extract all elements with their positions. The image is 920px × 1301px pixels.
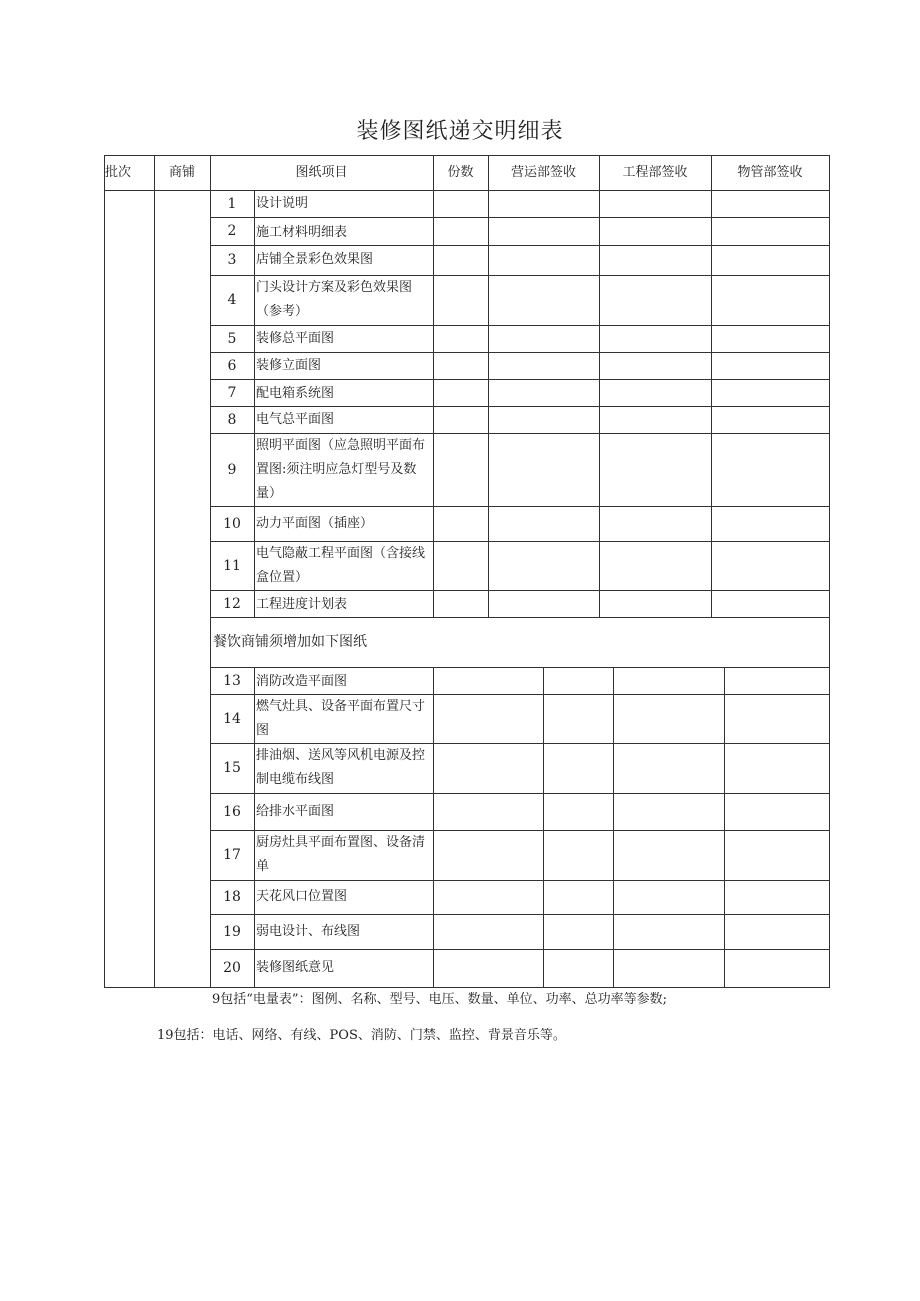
row-item-name	[254, 406, 433, 433]
row-number-text: 3	[227, 252, 237, 268]
row-item-name	[254, 949, 433, 987]
row-item-name-text: 配电箱系统图	[256, 386, 335, 401]
header-copies-text: 份数	[447, 164, 474, 180]
table-rule	[543, 667, 544, 987]
row-number-text: 17	[223, 847, 241, 863]
header-shop-text: 商铺	[168, 164, 195, 180]
row-item-name-text: 店铺全景彩色效果图	[256, 252, 374, 267]
row-number	[210, 190, 254, 217]
table-rule	[104, 155, 105, 987]
row-item-name	[254, 541, 433, 590]
row-item-name	[254, 506, 433, 541]
row-number-text: 1	[227, 195, 237, 212]
row-number-text: 10	[223, 515, 241, 532]
row-number	[210, 667, 254, 694]
row-number	[210, 352, 254, 379]
row-item-name-text: 厨房灶具平面布置图、设备清单	[256, 835, 426, 874]
row-number-text: 18	[223, 889, 241, 905]
page-title: 装修图纸递交明细表	[356, 119, 564, 144]
row-item-name	[254, 217, 433, 245]
row-number	[210, 694, 254, 743]
row-number-text: 7	[227, 384, 237, 401]
row-number-text: 8	[227, 411, 237, 428]
header-copies	[433, 155, 488, 190]
header-ops-sign	[488, 155, 599, 190]
row-number-text: 13	[223, 672, 241, 689]
row-number	[210, 793, 254, 830]
row-item-name	[254, 914, 433, 949]
table-rule	[599, 190, 600, 617]
row-item-name-text: 装修立面图	[256, 357, 322, 373]
drawing-submission-table	[104, 155, 829, 987]
header-batch	[104, 155, 155, 190]
header-eng-sign	[599, 155, 711, 190]
row-number-text: 16	[223, 803, 241, 820]
row-number	[210, 217, 254, 245]
row-number	[210, 406, 254, 433]
section-label	[210, 617, 832, 667]
row-item-name-text: 装修图纸意见	[256, 960, 335, 975]
row-item-name-text: 施工材料明细表	[256, 225, 348, 240]
row-number	[210, 325, 254, 352]
row-number-text: 5	[227, 330, 237, 347]
row-number-text: 11	[223, 557, 241, 574]
row-item-name-text: 给排水平面图	[256, 803, 335, 819]
row-item-name	[254, 190, 433, 217]
row-item-name-text: 动力平面图（插座）	[256, 515, 374, 531]
header-item-text: 图纸项目	[295, 164, 348, 180]
row-item-name	[254, 245, 433, 275]
row-number	[210, 743, 254, 793]
row-item-name-text: 排油烟、送风等风机电源及控制电缆布线图	[256, 748, 426, 787]
row-item-name-text: 照明平面图（应急照明平面布置图:须注明应急灯型号及数量）	[256, 437, 426, 501]
row-number	[210, 830, 254, 880]
row-number	[210, 949, 254, 987]
row-number-text: 15	[223, 760, 241, 776]
header-shop	[154, 155, 210, 190]
row-number	[210, 541, 254, 590]
section-label-text: 餐饮商铺须增加如下图纸	[213, 634, 367, 650]
footnote-19: 19包括：电话、网络、有线、POS、消防、门禁、监控、背景音乐等。	[157, 1028, 566, 1043]
row-item-name	[254, 325, 433, 352]
row-item-name	[254, 880, 433, 914]
row-number-text: 2	[227, 223, 237, 239]
table-rule	[433, 667, 434, 987]
row-number-text: 4	[227, 292, 237, 308]
row-item-name-text: 电气总平面图	[256, 411, 335, 427]
row-number	[210, 506, 254, 541]
table-rule	[433, 190, 434, 617]
row-item-name	[254, 667, 433, 694]
row-item-name	[254, 352, 433, 379]
row-item-name-text: 电气隐蔽工程平面图（含接线盒位置）	[256, 545, 426, 585]
header-prop-sign	[711, 155, 829, 190]
table-rule	[711, 190, 712, 617]
row-number-text: 6	[227, 357, 237, 374]
table-rule	[829, 155, 830, 988]
row-item-name	[254, 379, 433, 406]
table-rule	[488, 190, 489, 617]
header-batch-text: 批次	[105, 164, 132, 180]
row-number-text: 14	[223, 710, 241, 727]
row-number-text: 12	[223, 595, 241, 612]
row-item-name-text: 装修总平面图	[256, 330, 335, 346]
table-rule	[724, 667, 725, 987]
row-number	[210, 880, 254, 914]
table-rule	[154, 155, 155, 987]
footnote-9: 9包括“电量表”：图例、名称、型号、电压、数量、单位、功率、总功率等参数;	[212, 992, 667, 1007]
row-item-name	[254, 590, 433, 617]
row-number	[210, 245, 254, 275]
row-item-name	[254, 793, 433, 830]
header-item	[210, 155, 433, 190]
row-item-name	[254, 694, 433, 743]
table-rule	[613, 667, 614, 987]
row-item-name	[254, 433, 433, 506]
header-eng-sign-text: 工程部签收	[622, 164, 688, 180]
row-number	[210, 379, 254, 406]
row-number-text: 19	[223, 923, 241, 940]
row-item-name-text: 消防改造平面图	[256, 674, 348, 689]
row-number	[210, 275, 254, 325]
row-item-name-text: 弱电设计、布线图	[256, 923, 361, 939]
row-item-name	[254, 830, 433, 880]
row-item-name	[254, 275, 433, 325]
row-item-name-text: 燃气灶具、设备平面布置尺寸图	[256, 698, 426, 738]
row-number	[210, 590, 254, 617]
header-ops-sign-text: 营运部签收	[510, 164, 576, 180]
row-item-name-text: 设计说明	[256, 195, 309, 211]
row-number	[210, 914, 254, 949]
row-item-name	[254, 743, 433, 793]
row-item-name-text: 门头设计方案及彩色效果图（参考）	[256, 280, 413, 319]
row-number-text: 20	[223, 960, 241, 976]
row-item-name-text: 天花风口位置图	[256, 889, 348, 904]
row-number-text: 9	[227, 461, 237, 478]
header-prop-sign-text: 物管部签收	[737, 164, 803, 180]
row-number	[210, 433, 254, 506]
row-item-name-text: 工程进度计划表	[256, 597, 348, 612]
